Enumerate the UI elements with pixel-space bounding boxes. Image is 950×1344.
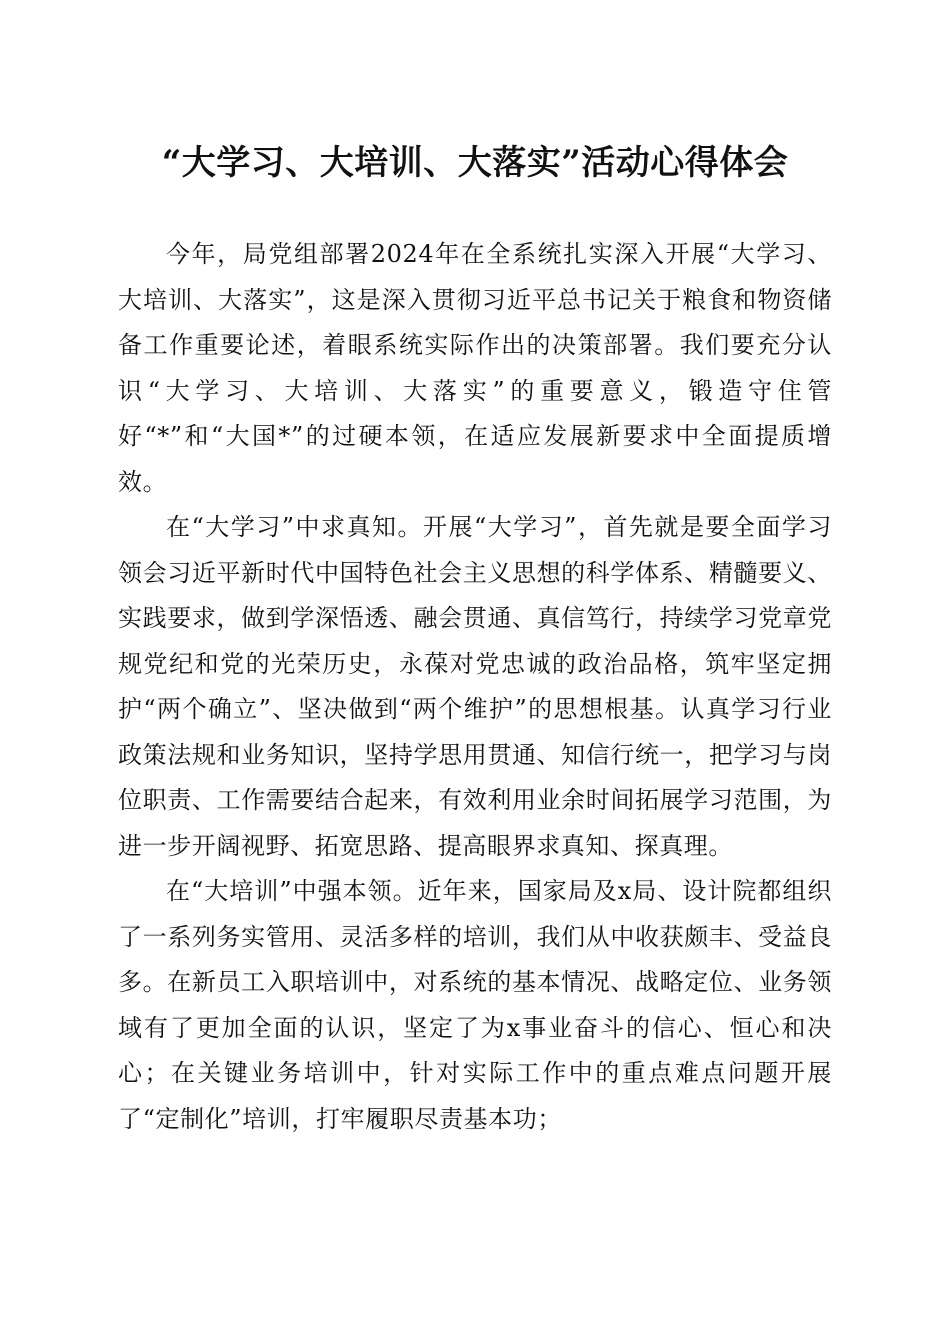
paragraph-intro: 今年，局党组部署2024年在全系统扎实深入开展“大学习、大培训、大落实”，这是深入贯彻习近平总书记关于粮食和物资储备工作重要论述，着眼系统实际作出的决策部署。我们要充分认识“大学习、大培训、大落实”的重要意义，锻造守住管好“*”和“大国*”的过硬本领，在适应发展新要求中全面提质增效。 [118, 240, 832, 496]
document-title: “大学习、大培训、大落实”活动心得体会 [161, 143, 789, 183]
paragraph-great-study: 在“大学习”中求真知。开展“大学习”，首先就是要全面学习领会习近平新时代中国特色社会主义思想的科学体系、精髓要义、实践要求，做到学深悟透、融会贯通、真信笃行，持续学习党章党规党纪和党的光荣历史，永葆对党忠诚的政治品格，筑牢坚定拥护“两个确立”、坚决做到“两个维护”的思想根基。认真学习行业政策法规和业务知识，坚持学思用贯通、知信行统一，把学习与岗位职责、工作需要结合起来，有效利用业余时间拓展学习范围，为进一步开阔视野、拓宽思路、提高眼界求真知、探真理。 [118, 513, 832, 860]
document-body [118, 232, 832, 1142]
paragraph-great-training: 在“大培训”中强本领。近年来，国家局及x局、设计院都组织了一系列务实管用、灵活多样的培训，我们从中收获颇丰、受益良多。在新员工入职培训中，对系统的基本情况、战略定位、业务领域有了更加全面的认识，坚定了为x事业奋斗的信心、恒心和决心；在关键业务培训中，针对实际工作中的重点难点问题开展了“定制化”培训，打牢履职尽责基本功； [118, 877, 832, 1133]
